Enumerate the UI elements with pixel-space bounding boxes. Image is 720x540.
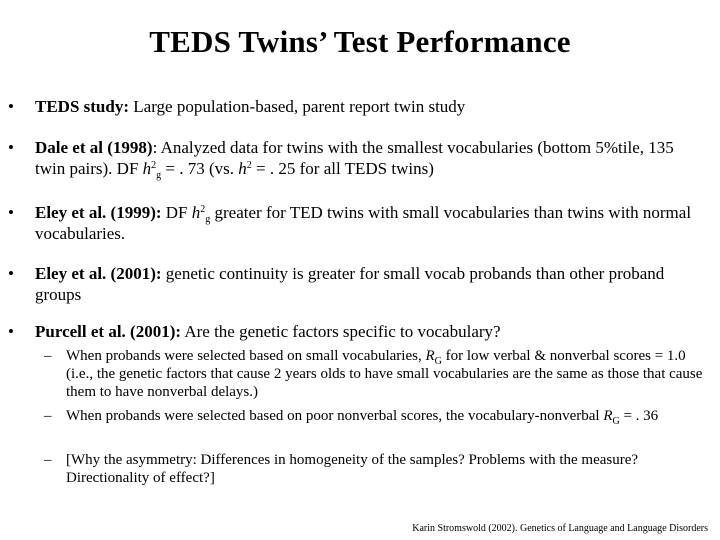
bullet-body: Large population-based, parent report twin study xyxy=(129,97,466,116)
bullet-body: Are the genetic factors specific to vocabulary? xyxy=(181,322,501,341)
bullet-lead: Eley et al. (2001): xyxy=(35,264,162,283)
subbullet-text-a: When probands were selected based on poor nonverbal scores, the vocabulary-nonverbal xyxy=(66,408,604,424)
bullet-marker: • xyxy=(8,97,14,116)
subscript: g xyxy=(205,214,211,225)
bullet-marker: • xyxy=(8,203,14,222)
bullet-body-a: DF xyxy=(161,203,192,222)
bullet-marker: • xyxy=(8,138,14,157)
bullet-marker: • xyxy=(8,264,14,283)
bullet-body: genetic continuity is greater for small vocab probands than other proband groups xyxy=(35,264,665,304)
superscript: 2 xyxy=(151,160,157,171)
subscript: G xyxy=(434,356,442,367)
bullet-body-c: = . 25 for all TEDS twins) xyxy=(251,159,434,178)
bullet-body-b: = . 73 (vs. xyxy=(161,159,239,178)
subbullet-poor-nonverbal xyxy=(44,407,708,425)
bullet-marker: • xyxy=(8,322,14,341)
bullet-lead: Dale et al (1998) xyxy=(35,138,153,157)
superscript: 2 xyxy=(200,204,206,215)
subbullet-text-a: [Why the asymmetry: Differences in homogeneity of the samples? Problems with the measure? Directionality of effect?] xyxy=(66,452,639,486)
subscript: G xyxy=(612,416,620,427)
bullet-lead: Purcell et al. (2001): xyxy=(35,322,182,341)
subbullet-text-b: for low verbal & nonverbal scores = 1.0 (i.e., the genetic factors that cause 2 years olds to have small vocabularies are the same as those that cause them to have nonverbal delays.) xyxy=(66,348,703,400)
subbullet-text-a: When probands were selected based on small vocabularies, xyxy=(66,348,426,364)
genetic-correlation-symbol: R xyxy=(603,408,613,424)
bullet-teds-study xyxy=(8,96,708,117)
heritability-symbol-2: h xyxy=(238,159,247,178)
superscript-2: 2 xyxy=(246,160,252,171)
bullet-lead: Eley et al. (1999): xyxy=(35,203,162,222)
subbullet-marker: – xyxy=(44,348,52,364)
subscript: g xyxy=(156,170,162,181)
bullet-lead: TEDS study: xyxy=(35,97,130,116)
subbullet-asymmetry xyxy=(44,451,708,487)
bullet-eley-1999 xyxy=(8,202,708,244)
bullet-purcell-2001 xyxy=(8,321,708,342)
bullet-dale-1998 xyxy=(8,137,708,179)
bullet-body-a: : Analyzed data for twins with the smallest vocabularies (bottom 5%tile, 135 twin pairs). DF xyxy=(35,138,674,178)
bullet-body-b: greater for TED twins with small vocabularies than twins with normal vocabularies. xyxy=(35,203,692,243)
subbullet-marker: – xyxy=(44,452,52,468)
bullet-eley-2001 xyxy=(8,263,708,305)
slide-title: TEDS Twins’ Test Performance xyxy=(149,24,571,59)
subbullet-marker: – xyxy=(44,408,52,424)
subbullet-small-vocab xyxy=(44,347,708,401)
footer-citation: Karin Stromswold (2002). Genetics of Language and Language Disorders xyxy=(412,523,708,534)
subbullet-text-b: = . 36 xyxy=(619,408,659,424)
heritability-symbol: h xyxy=(191,203,201,222)
heritability-symbol: h xyxy=(142,159,152,178)
genetic-correlation-symbol: R xyxy=(425,348,435,364)
